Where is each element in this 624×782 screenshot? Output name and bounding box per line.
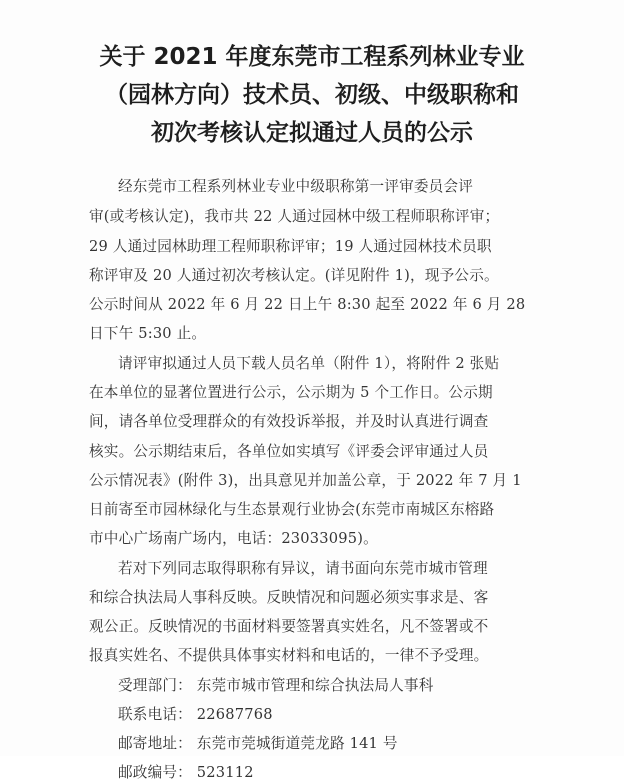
paragraph-1-line: 审(或考核认定)，我市共 22 人通过园林中级工程师职称评审；	[89, 208, 500, 225]
paragraph-2-line: 核实。公示期结束后，各单位如实填写《评委会评审通过人员	[89, 443, 489, 460]
paragraph-3-line: 观公正。反映情况的书面材料要签署真实姓名，凡不签署或不	[89, 618, 489, 635]
contact-postcode: 邮政编号： 523112	[118, 764, 254, 781]
contact-department: 受理部门： 东莞市城市管理和综合执法局人事科	[118, 677, 434, 694]
paragraph-2-line: 市中心广场南广场内，电话：23033095)。	[89, 530, 378, 547]
title-line-2: （园林方向）技术员、初级、中级职称和	[105, 82, 519, 108]
title-line-3: 初次考核认定拟通过人员的公示	[151, 120, 473, 146]
paragraph-2-line: 公示情况表》(附件 3)，出具意见并加盖公章，于 2022 年 7 月 1	[89, 472, 522, 489]
paragraph-1-line: 经东莞市工程系列林业专业中级职称第一评审委员会评	[118, 178, 474, 195]
contact-phone: 联系电话： 22687768	[118, 706, 273, 723]
paragraph-2-line: 间，请各单位受理群众的有效投诉举报，并及时认真进行调查	[89, 413, 489, 430]
paragraph-3-line: 和综合执法局人事科反映。反映情况和问题必须实事求是、客	[89, 589, 489, 606]
paragraph-1-line: 称评审及 20 人通过初次考核认定。(详见附件 1)，现予公示。	[89, 267, 499, 284]
paragraph-1-line: 日下午 5:30 止。	[89, 325, 207, 342]
contact-address: 邮寄地址： 东莞市莞城街道莞龙路 141 号	[118, 735, 398, 752]
paragraph-3-line: 若对下列同志取得职称有异议，请书面向东莞市城市管理	[118, 560, 488, 577]
paragraph-3-line: 报真实姓名、不提供具体事实材料和电话的，一律不予受理。	[89, 647, 489, 664]
paragraph-1-line: 公示时间从 2022 年 6 月 22 日上午 8:30 起至 2022 年 6 月 28	[89, 296, 526, 313]
paragraph-2-line: 请评审拟通过人员下载人员名单（附件 1），将附件 2 张贴	[118, 355, 500, 372]
title-line-1: 关于 2021 年度东莞市工程系列林业专业	[99, 44, 525, 70]
paragraph-1-line: 29 人通过园林助理工程师职称评审；19 人通过园林技术员职	[89, 238, 492, 255]
paragraph-2-line: 日前寄至市园林绿化与生态景观行业协会(东莞市南城区东榕路	[89, 501, 495, 518]
paragraph-2-line: 在本单位的显著位置进行公示，公示期为 5 个工作日。公示期	[89, 384, 493, 401]
